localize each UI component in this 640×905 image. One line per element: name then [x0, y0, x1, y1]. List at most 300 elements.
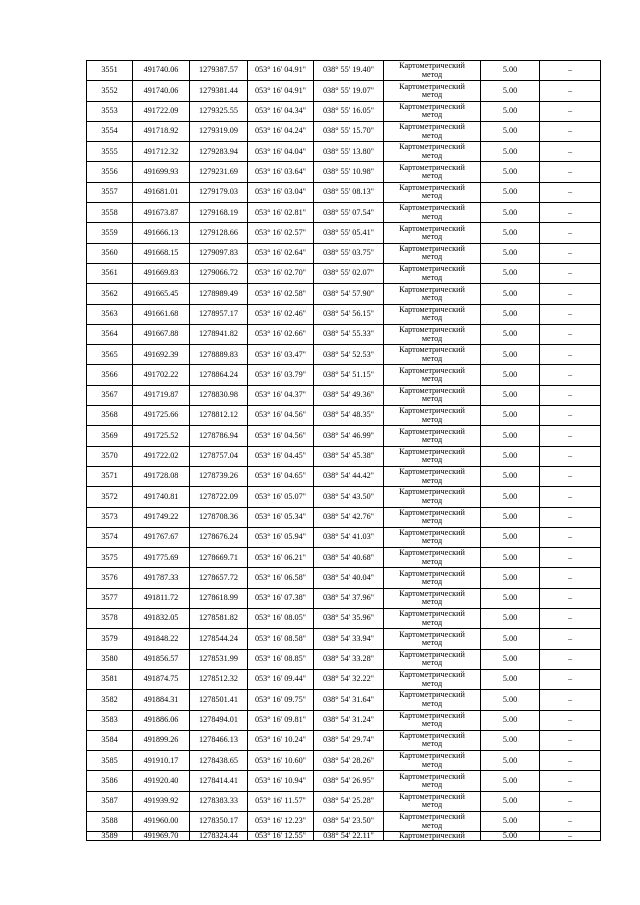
method-line-2: метод — [421, 130, 443, 140]
y-coordinate: 1278618.99 — [190, 588, 248, 608]
accuracy-cell: 5.00 — [481, 507, 540, 527]
latitude: 053° 16' 05.34" — [248, 507, 314, 527]
y-coordinate: 1278739.26 — [190, 466, 248, 486]
accuracy-cell: 5.00 — [481, 588, 540, 608]
note-cell: – — [540, 426, 601, 446]
table-row — [87, 791, 601, 811]
note-cell: – — [540, 466, 601, 486]
accuracy-cell: 5.00 — [481, 811, 540, 831]
table-row — [87, 811, 601, 831]
y-coordinate: 1278669.71 — [190, 548, 248, 568]
longitude: 038° 55' 15.70" — [314, 121, 384, 141]
method-cell — [384, 669, 481, 689]
y-coordinate: 1278350.17 — [190, 811, 248, 831]
x-coordinate: 491749.22 — [133, 507, 190, 527]
accuracy-cell: 5.00 — [481, 832, 540, 841]
method-line-2: метод — [421, 475, 443, 485]
x-coordinate: 491787.33 — [133, 568, 190, 588]
note-cell: – — [540, 345, 601, 365]
y-coordinate: 1278864.24 — [190, 365, 248, 385]
longitude: 038° 54' 26.95" — [314, 771, 384, 791]
note-cell: – — [540, 284, 601, 304]
method-cell — [384, 609, 481, 629]
table-row — [87, 527, 601, 547]
accuracy-cell: 5.00 — [481, 791, 540, 811]
accuracy-cell: 5.00 — [481, 243, 540, 263]
method-cell — [384, 832, 481, 841]
method-line-2: метод — [421, 637, 443, 647]
note-cell: – — [540, 690, 601, 710]
method-cell — [384, 345, 481, 365]
longitude: 038° 55' 05.41" — [314, 223, 384, 243]
point-number: 3556 — [87, 162, 133, 182]
method-line-2: метод — [421, 313, 443, 323]
x-coordinate: 491969.70 — [133, 832, 190, 841]
method-cell — [384, 811, 481, 831]
accuracy-cell: 5.00 — [481, 385, 540, 405]
longitude: 038° 55' 10.98" — [314, 162, 384, 182]
table-row — [87, 466, 601, 486]
point-number: 3585 — [87, 751, 133, 771]
note-cell: – — [540, 710, 601, 730]
method-cell — [384, 751, 481, 771]
method-cell — [384, 649, 481, 669]
longitude: 038° 54' 52.53" — [314, 345, 384, 365]
method-line-2: метод — [421, 759, 443, 769]
method-line-2: метод — [421, 333, 443, 343]
y-coordinate: 1279387.57 — [190, 61, 248, 81]
table-row — [87, 649, 601, 669]
y-coordinate: 1279168.19 — [190, 203, 248, 223]
method-line-1: Картометрический — [399, 304, 465, 314]
method-cell — [384, 101, 481, 121]
method-cell — [384, 142, 481, 162]
latitude: 053° 16' 10.94" — [248, 771, 314, 791]
y-coordinate: 1278941.82 — [190, 324, 248, 344]
accuracy-cell: 5.00 — [481, 609, 540, 629]
accuracy-cell: 5.00 — [481, 406, 540, 426]
x-coordinate: 491665.45 — [133, 284, 190, 304]
accuracy-cell: 5.00 — [481, 487, 540, 507]
latitude: 053° 16' 03.79" — [248, 365, 314, 385]
x-coordinate: 491740.81 — [133, 487, 190, 507]
latitude: 053° 16' 09.75" — [248, 690, 314, 710]
x-coordinate: 491899.26 — [133, 730, 190, 750]
note-cell: – — [540, 629, 601, 649]
table-row — [87, 446, 601, 466]
latitude: 053° 16' 02.57" — [248, 223, 314, 243]
method-line-1: Картометрический — [399, 771, 465, 781]
table-row — [87, 690, 601, 710]
method-line-2: метод — [421, 211, 443, 221]
point-number: 3575 — [87, 548, 133, 568]
y-coordinate: 1278722.09 — [190, 487, 248, 507]
longitude: 038° 54' 29.74" — [314, 730, 384, 750]
method-cell — [384, 771, 481, 791]
latitude: 053° 16' 04.65" — [248, 466, 314, 486]
y-coordinate: 1278708.36 — [190, 507, 248, 527]
method-line-1: Картометрический — [399, 507, 465, 517]
accuracy-cell: 5.00 — [481, 61, 540, 81]
x-coordinate: 491692.39 — [133, 345, 190, 365]
y-coordinate: 1278757.04 — [190, 446, 248, 466]
method-line-2: метод — [421, 495, 443, 505]
x-coordinate: 491775.69 — [133, 548, 190, 568]
y-coordinate: 1279325.55 — [190, 101, 248, 121]
x-coordinate: 491661.68 — [133, 304, 190, 324]
point-number: 3577 — [87, 588, 133, 608]
method-cell — [384, 121, 481, 141]
point-number: 3551 — [87, 61, 133, 81]
method-line-2: метод — [421, 800, 443, 810]
method-line-2: метод — [421, 556, 443, 566]
method-line-1: Картометрический — [399, 670, 465, 680]
y-coordinate: 1278512.32 — [190, 669, 248, 689]
note-cell: – — [540, 243, 601, 263]
accuracy-cell: 5.00 — [481, 284, 540, 304]
table-row — [87, 730, 601, 750]
point-number: 3574 — [87, 527, 133, 547]
y-coordinate: 1279231.69 — [190, 162, 248, 182]
y-coordinate: 1278501.41 — [190, 690, 248, 710]
longitude: 038° 55' 02.07" — [314, 263, 384, 283]
latitude: 053° 16' 04.04" — [248, 142, 314, 162]
latitude: 053° 16' 10.24" — [248, 730, 314, 750]
method-line-1: Картометрический — [399, 831, 465, 841]
accuracy-cell: 5.00 — [481, 446, 540, 466]
note-cell: – — [540, 669, 601, 689]
longitude: 038° 54' 46.99" — [314, 426, 384, 446]
method-cell — [384, 791, 481, 811]
table-row — [87, 487, 601, 507]
method-line-1: Картометрический — [399, 122, 465, 132]
latitude: 053° 16' 04.45" — [248, 446, 314, 466]
point-number: 3572 — [87, 487, 133, 507]
y-coordinate: 1278531.99 — [190, 649, 248, 669]
longitude: 038° 54' 40.04" — [314, 568, 384, 588]
method-line-1: Картометрический — [399, 365, 465, 375]
point-number: 3557 — [87, 182, 133, 202]
note-cell: – — [540, 791, 601, 811]
note-cell: – — [540, 324, 601, 344]
latitude: 053° 16' 03.04" — [248, 182, 314, 202]
method-cell — [384, 548, 481, 568]
accuracy-cell: 5.00 — [481, 751, 540, 771]
table-row — [87, 284, 601, 304]
y-coordinate: 1278830.98 — [190, 385, 248, 405]
coordinates-sheet — [86, 60, 600, 841]
method-line-1: Картометрический — [399, 142, 465, 152]
x-coordinate: 491939.92 — [133, 791, 190, 811]
x-coordinate: 491718.92 — [133, 121, 190, 141]
y-coordinate: 1278812.12 — [190, 406, 248, 426]
table-row — [87, 507, 601, 527]
longitude: 038° 54' 31.64" — [314, 690, 384, 710]
note-cell: – — [540, 162, 601, 182]
method-line-2: метод — [421, 719, 443, 729]
method-line-1: Картометрический — [399, 81, 465, 91]
table-row — [87, 548, 601, 568]
note-cell: – — [540, 751, 601, 771]
method-cell — [384, 466, 481, 486]
point-number: 3558 — [87, 203, 133, 223]
y-coordinate: 1279283.94 — [190, 142, 248, 162]
latitude: 053° 16' 02.58" — [248, 284, 314, 304]
y-coordinate: 1279179.03 — [190, 182, 248, 202]
note-cell: – — [540, 527, 601, 547]
longitude: 038° 54' 49.36" — [314, 385, 384, 405]
x-coordinate: 491728.08 — [133, 466, 190, 486]
method-cell — [384, 81, 481, 101]
longitude: 038° 54' 45.38" — [314, 446, 384, 466]
note-cell: – — [540, 771, 601, 791]
x-coordinate: 491666.13 — [133, 223, 190, 243]
point-number: 3587 — [87, 791, 133, 811]
point-number: 3553 — [87, 101, 133, 121]
note-cell: – — [540, 365, 601, 385]
method-line-2: метод — [421, 414, 443, 424]
note-cell: – — [540, 203, 601, 223]
point-number: 3582 — [87, 690, 133, 710]
latitude: 053° 16' 05.07" — [248, 487, 314, 507]
method-line-1: Картометрический — [399, 183, 465, 193]
y-coordinate: 1278414.41 — [190, 771, 248, 791]
method-cell — [384, 263, 481, 283]
note-cell: – — [540, 385, 601, 405]
latitude: 053° 16' 02.46" — [248, 304, 314, 324]
point-number: 3563 — [87, 304, 133, 324]
y-coordinate: 1279066.72 — [190, 263, 248, 283]
point-number: 3569 — [87, 426, 133, 446]
accuracy-cell: 5.00 — [481, 365, 540, 385]
accuracy-cell: 5.00 — [481, 669, 540, 689]
accuracy-cell: 5.00 — [481, 81, 540, 101]
latitude: 053° 16' 02.64" — [248, 243, 314, 263]
x-coordinate: 491874.75 — [133, 669, 190, 689]
longitude: 038° 54' 41.03" — [314, 527, 384, 547]
method-cell — [384, 507, 481, 527]
longitude: 038° 54' 56.15" — [314, 304, 384, 324]
method-line-2: метод — [421, 191, 443, 201]
table-row — [87, 162, 601, 182]
point-number: 3565 — [87, 345, 133, 365]
method-line-1: Картометрический — [399, 385, 465, 395]
method-line-1: Картометрический — [399, 284, 465, 294]
method-line-1: Картометрический — [399, 548, 465, 558]
accuracy-cell: 5.00 — [481, 426, 540, 446]
table-row — [87, 629, 601, 649]
latitude: 053° 16' 02.81" — [248, 203, 314, 223]
note-cell: – — [540, 142, 601, 162]
note-cell: – — [540, 61, 601, 81]
table-row — [87, 61, 601, 81]
note-cell: – — [540, 223, 601, 243]
x-coordinate: 491740.06 — [133, 61, 190, 81]
accuracy-cell: 5.00 — [481, 182, 540, 202]
point-number: 3571 — [87, 466, 133, 486]
latitude: 053° 16' 04.24" — [248, 121, 314, 141]
method-line-1: Картометрический — [399, 588, 465, 598]
latitude: 053° 16' 04.91" — [248, 61, 314, 81]
x-coordinate: 491725.66 — [133, 406, 190, 426]
table-row — [87, 121, 601, 141]
method-line-2: метод — [421, 292, 443, 302]
latitude: 053° 16' 11.57" — [248, 791, 314, 811]
table-row — [87, 304, 601, 324]
note-cell: – — [540, 507, 601, 527]
method-line-1: Картометрический — [399, 325, 465, 335]
method-line-1: Картометрический — [399, 710, 465, 720]
point-number: 3580 — [87, 649, 133, 669]
method-line-2: метод — [421, 353, 443, 363]
y-coordinate: 1278466.13 — [190, 730, 248, 750]
method-line-1: Картометрический — [399, 528, 465, 538]
table-body — [87, 61, 601, 841]
latitude: 053° 16' 08.05" — [248, 609, 314, 629]
accuracy-cell: 5.00 — [481, 629, 540, 649]
longitude: 038° 54' 25.28" — [314, 791, 384, 811]
x-coordinate: 491740.06 — [133, 81, 190, 101]
method-line-2: метод — [421, 597, 443, 607]
longitude: 038° 55' 19.40" — [314, 61, 384, 81]
y-coordinate: 1279128.66 — [190, 223, 248, 243]
x-coordinate: 491702.22 — [133, 365, 190, 385]
y-coordinate: 1278324.44 — [190, 832, 248, 841]
note-cell: – — [540, 487, 601, 507]
longitude: 038° 54' 42.76" — [314, 507, 384, 527]
latitude: 053° 16' 08.85" — [248, 649, 314, 669]
method-cell — [384, 730, 481, 750]
latitude: 053° 16' 06.21" — [248, 548, 314, 568]
point-number: 3581 — [87, 669, 133, 689]
point-number: 3589 — [87, 832, 133, 841]
method-cell — [384, 426, 481, 446]
method-cell — [384, 710, 481, 730]
method-line-1: Картометрический — [399, 568, 465, 578]
table-row — [87, 426, 601, 446]
method-cell — [384, 243, 481, 263]
method-line-1: Картометрический — [399, 609, 465, 619]
x-coordinate: 491669.83 — [133, 263, 190, 283]
table-row — [87, 365, 601, 385]
longitude: 038° 55' 03.75" — [314, 243, 384, 263]
method-line-1: Картометрический — [399, 426, 465, 436]
x-coordinate: 491832.05 — [133, 609, 190, 629]
accuracy-cell: 5.00 — [481, 527, 540, 547]
note-cell: – — [540, 568, 601, 588]
method-line-1: Картометрический — [399, 446, 465, 456]
point-number: 3586 — [87, 771, 133, 791]
method-line-2: метод — [421, 252, 443, 262]
note-cell: – — [540, 182, 601, 202]
note-cell: – — [540, 101, 601, 121]
y-coordinate: 1278581.82 — [190, 609, 248, 629]
table-row — [87, 81, 601, 101]
method-line-2: метод — [421, 89, 443, 99]
method-cell — [384, 203, 481, 223]
latitude: 053° 16' 04.56" — [248, 426, 314, 446]
accuracy-cell: 5.00 — [481, 162, 540, 182]
point-number: 3559 — [87, 223, 133, 243]
x-coordinate: 491699.93 — [133, 162, 190, 182]
method-line-1: Картометрический — [399, 731, 465, 741]
method-cell — [384, 406, 481, 426]
method-line-2: метод — [421, 780, 443, 790]
method-cell — [384, 487, 481, 507]
latitude: 053° 16' 07.38" — [248, 588, 314, 608]
method-line-1: Картометрический — [399, 223, 465, 233]
accuracy-cell: 5.00 — [481, 223, 540, 243]
method-line-2: метод — [421, 739, 443, 749]
method-cell — [384, 324, 481, 344]
x-coordinate: 491712.32 — [133, 142, 190, 162]
method-line-2: метод — [421, 434, 443, 444]
note-cell: – — [540, 832, 601, 841]
note-cell: – — [540, 548, 601, 568]
method-cell — [384, 446, 481, 466]
accuracy-cell: 5.00 — [481, 710, 540, 730]
x-coordinate: 491848.22 — [133, 629, 190, 649]
method-line-2: метод — [421, 374, 443, 384]
method-cell — [384, 568, 481, 588]
coordinates-table — [86, 60, 601, 841]
accuracy-cell: 5.00 — [481, 568, 540, 588]
y-coordinate: 1278657.72 — [190, 568, 248, 588]
x-coordinate: 491725.52 — [133, 426, 190, 446]
table-row — [87, 345, 601, 365]
latitude: 053° 16' 08.58" — [248, 629, 314, 649]
method-line-2: метод — [421, 455, 443, 465]
method-cell — [384, 629, 481, 649]
longitude: 038° 54' 44.42" — [314, 466, 384, 486]
x-coordinate: 491920.40 — [133, 771, 190, 791]
method-cell — [384, 385, 481, 405]
latitude: 053° 16' 12.23" — [248, 811, 314, 831]
x-coordinate: 491856.57 — [133, 649, 190, 669]
x-coordinate: 491910.17 — [133, 751, 190, 771]
method-line-1: Картометрический — [399, 629, 465, 639]
note-cell: – — [540, 81, 601, 101]
method-cell — [384, 182, 481, 202]
method-line-1: Картометрический — [399, 243, 465, 253]
method-line-1: Картометрический — [399, 101, 465, 111]
point-number: 3570 — [87, 446, 133, 466]
point-number: 3566 — [87, 365, 133, 385]
y-coordinate: 1278438.65 — [190, 751, 248, 771]
accuracy-cell: 5.00 — [481, 730, 540, 750]
method-line-2: метод — [421, 272, 443, 282]
y-coordinate: 1278383.33 — [190, 791, 248, 811]
latitude: 053° 16' 02.70" — [248, 263, 314, 283]
y-coordinate: 1278676.24 — [190, 527, 248, 547]
method-line-2: метод — [421, 536, 443, 546]
note-cell: – — [540, 730, 601, 750]
longitude: 038° 55' 07.54" — [314, 203, 384, 223]
method-line-1: Картометрический — [399, 812, 465, 822]
latitude: 053° 16' 04.91" — [248, 81, 314, 101]
latitude: 053° 16' 04.37" — [248, 385, 314, 405]
y-coordinate: 1278989.49 — [190, 284, 248, 304]
method-line-2: метод — [421, 678, 443, 688]
x-coordinate: 491811.72 — [133, 588, 190, 608]
longitude: 038° 54' 40.68" — [314, 548, 384, 568]
note-cell: – — [540, 811, 601, 831]
y-coordinate: 1278544.24 — [190, 629, 248, 649]
method-cell — [384, 223, 481, 243]
note-cell: – — [540, 446, 601, 466]
method-cell — [384, 304, 481, 324]
note-cell: – — [540, 263, 601, 283]
